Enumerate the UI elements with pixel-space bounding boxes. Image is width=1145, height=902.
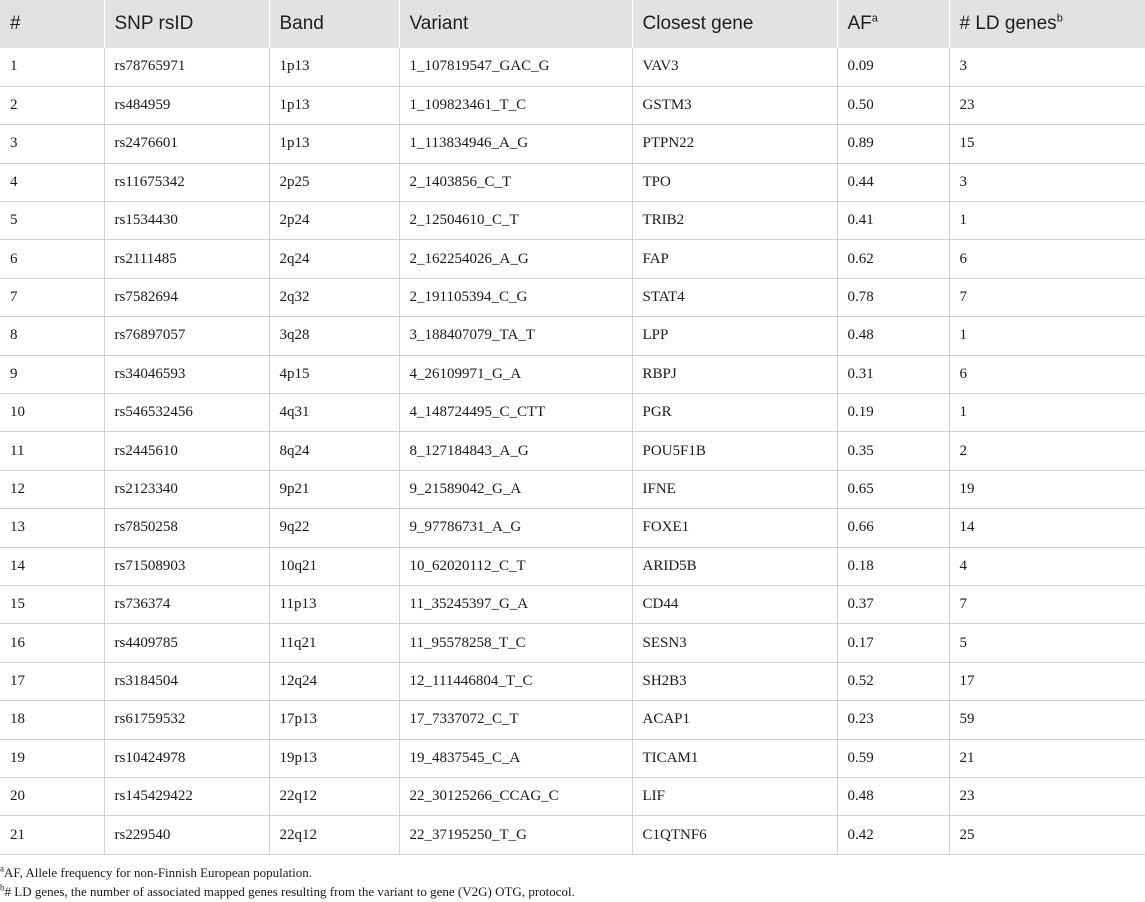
cell-index: 7: [0, 278, 104, 316]
table-row: [0, 470, 1145, 508]
cell-snp-rsid: rs1534430: [104, 202, 269, 240]
cell-variant: 9_97786731_A_G: [399, 509, 632, 547]
cell-band: 8q24: [269, 432, 399, 470]
cell-band: 4q31: [269, 394, 399, 432]
cell-closest-gene: ACAP1: [632, 701, 837, 739]
cell-af: 0.66: [837, 509, 949, 547]
column-header-label: Variant: [409, 13, 469, 34]
cell-snp-rsid: rs736374: [104, 585, 269, 623]
cell-band: 22q12: [269, 816, 399, 854]
cell-ld-genes: 14: [949, 509, 1145, 547]
cell-band: 17p13: [269, 701, 399, 739]
cell-af: 0.62: [837, 240, 949, 278]
table-row: [0, 125, 1145, 163]
cell-band: 3q28: [269, 317, 399, 355]
column-header-label: #: [10, 13, 21, 34]
table-row: [0, 240, 1145, 278]
cell-ld-genes: 21: [949, 739, 1145, 777]
cell-variant: 3_188407079_TA_T: [399, 317, 632, 355]
cell-ld-genes: 5: [949, 624, 1145, 662]
cell-ld-genes: 23: [949, 777, 1145, 815]
cell-index: 19: [0, 739, 104, 777]
cell-variant: 1_109823461_T_C: [399, 86, 632, 124]
cell-index: 18: [0, 701, 104, 739]
cell-band: 1p13: [269, 125, 399, 163]
cell-af: 0.35: [837, 432, 949, 470]
cell-variant: 8_127184843_A_G: [399, 432, 632, 470]
cell-band: 9p21: [269, 470, 399, 508]
column-header-af: [837, 0, 949, 48]
table-row: [0, 317, 1145, 355]
table-row: [0, 202, 1145, 240]
cell-ld-genes: 17: [949, 662, 1145, 700]
cell-ld-genes: 6: [949, 240, 1145, 278]
cell-index: 10: [0, 394, 104, 432]
cell-closest-gene: CD44: [632, 585, 837, 623]
cell-band: 11q21: [269, 624, 399, 662]
cell-af: 0.42: [837, 816, 949, 854]
column-header-index: [0, 0, 104, 48]
cell-index: 3: [0, 125, 104, 163]
cell-closest-gene: FOXE1: [632, 509, 837, 547]
cell-index: 11: [0, 432, 104, 470]
cell-snp-rsid: rs34046593: [104, 355, 269, 393]
cell-snp-rsid: rs4409785: [104, 624, 269, 662]
cell-af: 0.48: [837, 317, 949, 355]
cell-index: 20: [0, 777, 104, 815]
cell-af: 0.19: [837, 394, 949, 432]
column-header-ld-genes: [949, 0, 1145, 48]
cell-band: 2p25: [269, 163, 399, 201]
cell-band: 22q12: [269, 777, 399, 815]
cell-af: 0.09: [837, 48, 949, 86]
cell-closest-gene: GSTM3: [632, 86, 837, 124]
table-row: [0, 163, 1145, 201]
table-row: [0, 777, 1145, 815]
cell-ld-genes: 3: [949, 163, 1145, 201]
cell-af: 0.59: [837, 739, 949, 777]
cell-closest-gene: FAP: [632, 240, 837, 278]
column-header-variant: [399, 0, 632, 48]
cell-af: 0.18: [837, 547, 949, 585]
cell-index: 8: [0, 317, 104, 355]
cell-snp-rsid: rs61759532: [104, 701, 269, 739]
cell-af: 0.89: [837, 125, 949, 163]
cell-af: 0.37: [837, 585, 949, 623]
table-row: [0, 86, 1145, 124]
cell-ld-genes: 7: [949, 585, 1145, 623]
table-row: [0, 278, 1145, 316]
table-row: [0, 585, 1145, 623]
table-row: [0, 547, 1145, 585]
footnote-marker: a: [871, 12, 878, 25]
cell-band: 2q32: [269, 278, 399, 316]
footnote-marker: a: [0, 863, 4, 874]
table-row: [0, 816, 1145, 854]
cell-closest-gene: LPP: [632, 317, 837, 355]
column-header-label: Band: [279, 13, 324, 34]
header-row: [0, 0, 1145, 48]
column-header-label: AF: [847, 13, 872, 34]
cell-index: 9: [0, 355, 104, 393]
cell-snp-rsid: rs2445610: [104, 432, 269, 470]
cell-af: 0.17: [837, 624, 949, 662]
cell-index: 2: [0, 86, 104, 124]
footnote-marker: b: [0, 882, 5, 893]
cell-closest-gene: C1QTNF6: [632, 816, 837, 854]
cell-ld-genes: 23: [949, 86, 1145, 124]
cell-variant: 2_162254026_A_G: [399, 240, 632, 278]
cell-index: 6: [0, 240, 104, 278]
cell-snp-rsid: rs10424978: [104, 739, 269, 777]
cell-variant: 10_62020112_C_T: [399, 547, 632, 585]
cell-variant: 11_35245397_G_A: [399, 585, 632, 623]
cell-ld-genes: 2: [949, 432, 1145, 470]
cell-index: 15: [0, 585, 104, 623]
table-row: [0, 662, 1145, 700]
cell-closest-gene: ARID5B: [632, 547, 837, 585]
cell-index: 14: [0, 547, 104, 585]
cell-band: 19p13: [269, 739, 399, 777]
cell-index: 1: [0, 48, 104, 86]
column-header-label: SNP rsID: [114, 13, 194, 34]
cell-variant: 17_7337072_C_T: [399, 701, 632, 739]
cell-af: 0.65: [837, 470, 949, 508]
cell-ld-genes: 3: [949, 48, 1145, 86]
cell-band: 12q24: [269, 662, 399, 700]
cell-ld-genes: 1: [949, 394, 1145, 432]
cell-closest-gene: TICAM1: [632, 739, 837, 777]
cell-closest-gene: PGR: [632, 394, 837, 432]
cell-snp-rsid: rs78765971: [104, 48, 269, 86]
cell-variant: 2_1403856_C_T: [399, 163, 632, 201]
cell-af: 0.52: [837, 662, 949, 700]
cell-af: 0.44: [837, 163, 949, 201]
column-header-snp-rsid: [104, 0, 269, 48]
cell-af: 0.41: [837, 202, 949, 240]
column-header-closest-gene: [632, 0, 837, 48]
footnote-text: AF, Allele frequency for non-Finnish European population.: [4, 864, 313, 880]
footnote-text: # LD genes, the number of associated mapped genes resulting from the variant to gene (V2G) OTG, protocol.: [4, 883, 575, 899]
cell-ld-genes: 4: [949, 547, 1145, 585]
cell-band: 10q21: [269, 547, 399, 585]
footnote: [0, 863, 1145, 882]
cell-closest-gene: POU5F1B: [632, 432, 837, 470]
table-row: [0, 48, 1145, 86]
cell-variant: 12_111446804_T_C: [399, 662, 632, 700]
cell-closest-gene: IFNE: [632, 470, 837, 508]
footnotes: [0, 855, 1145, 901]
table-body: [0, 48, 1145, 854]
cell-variant: 11_95578258_T_C: [399, 624, 632, 662]
cell-closest-gene: LIF: [632, 777, 837, 815]
table-row: [0, 432, 1145, 470]
table-row: [0, 394, 1145, 432]
cell-ld-genes: 6: [949, 355, 1145, 393]
cell-ld-genes: 25: [949, 816, 1145, 854]
cell-snp-rsid: rs546532456: [104, 394, 269, 432]
column-header-band: [269, 0, 399, 48]
cell-snp-rsid: rs145429422: [104, 777, 269, 815]
cell-variant: 9_21589042_G_A: [399, 470, 632, 508]
cell-snp-rsid: rs7582694: [104, 278, 269, 316]
table-row: [0, 509, 1145, 547]
cell-variant: 22_37195250_T_G: [399, 816, 632, 854]
cell-index: 21: [0, 816, 104, 854]
cell-band: 1p13: [269, 86, 399, 124]
cell-snp-rsid: rs11675342: [104, 163, 269, 201]
cell-closest-gene: PTPN22: [632, 125, 837, 163]
cell-snp-rsid: rs7850258: [104, 509, 269, 547]
cell-snp-rsid: rs2476601: [104, 125, 269, 163]
cell-ld-genes: 7: [949, 278, 1145, 316]
cell-index: 16: [0, 624, 104, 662]
cell-closest-gene: STAT4: [632, 278, 837, 316]
footnote: [0, 882, 1145, 901]
cell-snp-rsid: rs2111485: [104, 240, 269, 278]
cell-index: 17: [0, 662, 104, 700]
cell-closest-gene: TRIB2: [632, 202, 837, 240]
table-header: [0, 0, 1145, 48]
table-row: [0, 355, 1145, 393]
cell-closest-gene: VAV3: [632, 48, 837, 86]
column-header-label: Closest gene: [642, 13, 754, 34]
cell-band: 1p13: [269, 48, 399, 86]
cell-index: 12: [0, 470, 104, 508]
cell-snp-rsid: rs3184504: [104, 662, 269, 700]
cell-variant: 4_26109971_G_A: [399, 355, 632, 393]
cell-af: 0.50: [837, 86, 949, 124]
cell-snp-rsid: rs76897057: [104, 317, 269, 355]
cell-variant: 4_148724495_C_CTT: [399, 394, 632, 432]
cell-variant: 2_12504610_C_T: [399, 202, 632, 240]
cell-snp-rsid: rs71508903: [104, 547, 269, 585]
cell-af: 0.31: [837, 355, 949, 393]
table-row: [0, 701, 1145, 739]
cell-variant: 1_113834946_A_G: [399, 125, 632, 163]
cell-variant: 22_30125266_CCAG_C: [399, 777, 632, 815]
footnote-marker: b: [1056, 12, 1063, 25]
cell-band: 4p15: [269, 355, 399, 393]
cell-band: 9q22: [269, 509, 399, 547]
cell-ld-genes: 1: [949, 317, 1145, 355]
cell-index: 4: [0, 163, 104, 201]
cell-af: 0.23: [837, 701, 949, 739]
cell-af: 0.78: [837, 278, 949, 316]
cell-variant: 2_191105394_C_G: [399, 278, 632, 316]
cell-index: 13: [0, 509, 104, 547]
cell-closest-gene: RBPJ: [632, 355, 837, 393]
cell-closest-gene: TPO: [632, 163, 837, 201]
cell-snp-rsid: rs484959: [104, 86, 269, 124]
table-row: [0, 739, 1145, 777]
cell-ld-genes: 15: [949, 125, 1145, 163]
cell-variant: 1_107819547_GAC_G: [399, 48, 632, 86]
cell-variant: 19_4837545_C_A: [399, 739, 632, 777]
cell-ld-genes: 59: [949, 701, 1145, 739]
cell-ld-genes: 1: [949, 202, 1145, 240]
cell-snp-rsid: rs229540: [104, 816, 269, 854]
table-row: [0, 624, 1145, 662]
cell-index: 5: [0, 202, 104, 240]
cell-band: 11p13: [269, 585, 399, 623]
cell-closest-gene: SH2B3: [632, 662, 837, 700]
cell-ld-genes: 19: [949, 470, 1145, 508]
cell-af: 0.48: [837, 777, 949, 815]
cell-band: 2q24: [269, 240, 399, 278]
cell-closest-gene: SESN3: [632, 624, 837, 662]
cell-band: 2p24: [269, 202, 399, 240]
cell-snp-rsid: rs2123340: [104, 470, 269, 508]
column-header-label: # LD genes: [959, 13, 1057, 34]
